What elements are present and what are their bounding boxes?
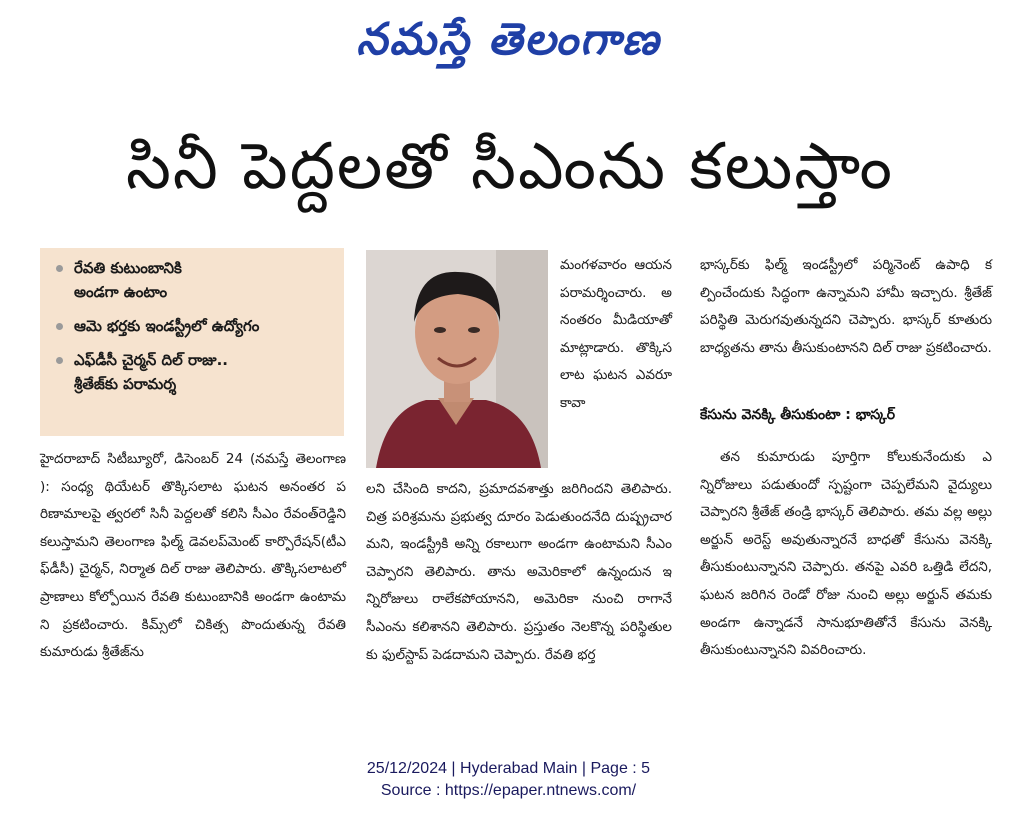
headline: సినీ పెద్దలతో సీఎంను కలుస్తాం bbox=[125, 130, 895, 204]
article-column-3-bottom: తన కుమారుడు పూర్తిగా కోలుకునేందుకు ఎన్నిరోజులు పడుతుందో స్పష్టంగా చెప్పలేమని వైద్యులు చెప్పారని శ్రీతేజ్ తండ్రి భాస్కర్ తెలిపారు. తమ వల్ల అల్లు అర్జున్ అరెస్ట్ అవుతున్నారనే బాధతో కేసును వెనక్కి తీసుకుంటున్నానని చెప్పారు. తనపై ఎవరి ఒత్తిడి లేదని, ఘటన జరిగిన రెండో రోజు నుంచి అల్లు అర్జున్ తమకు అండగా ఉన్నాడనే సానుభూతితోనే కేసును వెనక్కి తీసుకుంటున్నానని వివరించారు. bbox=[700, 449, 992, 659]
article-column-2-bottom: లని చేసింది కాదని, ప్రమాదవశాత్తు జరిగిందని తెలిపారు. చిత్ర పరిశ్రమను ప్రభుత్వ దూరం పెడుతుందనేది దుష్ప్రచారమని, ఇండస్ట్రీకి అన్ని రకాలుగా అండగా ఉంటామని సీఎం చెప్పారని తెలిపారు. తాను అమెరికాలో ఉన్నందున ఇన్నిరోజులు రాలేకపోయానని, అమెరికా నుంచి రాగానే సీఎంను కలిశానని తెలిపారు. ప్రస్తుతం నెలకొన్న పరిస్థితులకు ఫుల్‌స్టాప్ పెడదామని చెప్పారు. రేవతి భర్త bbox=[366, 481, 672, 663]
portrait-illustration bbox=[366, 250, 548, 468]
highlight-line: ఎఫ్‌డీసీ చైర్మన్ దిల్ రాజు.. bbox=[74, 351, 228, 369]
highlight-item bbox=[54, 314, 334, 338]
highlight-line: రేవతి కుటుంబానికి bbox=[74, 259, 182, 277]
highlight-item bbox=[54, 348, 334, 396]
highlights-box bbox=[40, 248, 344, 436]
article-column-1: హైదరాబాద్ సిటీబ్యూరో, డిసెంబర్ 24 (నమస్తే తెలంగాణ ): సంధ్య థియేటర్ తొక్కిసలాట ఘటన అనంతర పరిణామాలపై త్వరలో సినీ పెద్దలతో కలిసి సీఎం రేవంత్‌రెడ్డిని కలుస్తామని తెలంగాణ ఫిల్మ్ డెవలప్‌మెంట్ కార్పొరేషన్(టీఎఫ్‌డీసీ) చైర్మన్, నిర్మాత దిల్ రాజు తెలిపారు. తొక్కిసలాటలో ప్రాణాలు కోల్పోయిన రేవతి కుటుంబానికి అండగా ఉంటామని ప్రకటించారు. కిమ్స్‌లో చికిత్స పొందుతున్న రేవతి కుమారుడు శ్రీతేజ్‌ను bbox=[40, 451, 346, 661]
highlight-line: శ్రీతేజ్‌కు పరామర్శ bbox=[74, 375, 177, 393]
article-column-2-top: మంగళవారం ఆయన పరామర్శించారు. అనంతరం మీడియాతో మాట్లాడారు. తొక్కిసలాట ఘటన ఎవరూ కావా bbox=[560, 257, 672, 411]
bullet-icon bbox=[56, 265, 63, 272]
footer-date-line: 25/12/2024 | Hyderabad Main | Page : 5 bbox=[366, 760, 651, 777]
subheading: కేసును వెనక్కి తీసుకుంటా : భాస్కర్ bbox=[700, 407, 896, 423]
portrait-photo bbox=[366, 250, 548, 468]
highlight-line: ఆమె భర్తకు ఇండస్ట్రీలో ఉద్యోగం bbox=[74, 317, 260, 335]
article-column-3-top: భాస్కర్‌కు ఫిల్మ్ ఇండస్ట్రీలో పర్మినెంట్ ఉపాధి కల్పించేందుకు సిద్ధంగా ఉన్నామని హామీ ఇచ్చారు. శ్రీతేజ్ పరిస్థితి మెరుగవుతున్నదని చెప్పారు. భాస్కర్ కూతురు బాధ్యతను తాను తీసుకుంటానని దిల్ రాజు ప్రకటించారు. bbox=[700, 257, 992, 356]
footer-source-line: Source : https://epaper.ntnews.com/ bbox=[380, 782, 637, 799]
footer bbox=[0, 758, 1017, 802]
bullet-icon bbox=[56, 323, 63, 330]
highlight-item bbox=[54, 256, 334, 304]
masthead-logo: నమస్తే తెలంగాణ bbox=[356, 14, 661, 65]
highlight-line: అండగా ఉంటాం bbox=[74, 283, 168, 301]
bullet-icon bbox=[56, 357, 63, 364]
